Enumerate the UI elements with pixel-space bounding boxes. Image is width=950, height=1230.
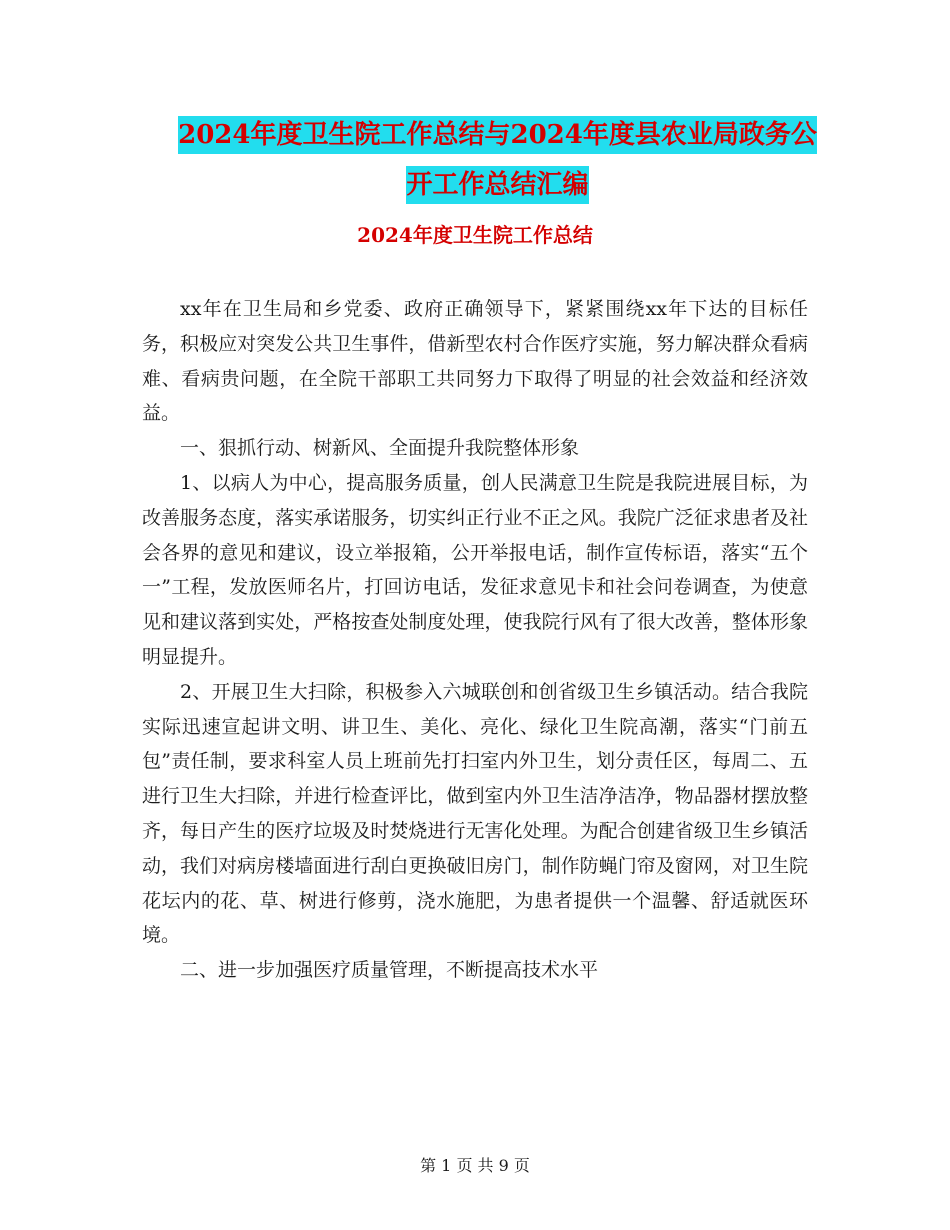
- document-title: [140, 110, 855, 210]
- paragraph-intro: xx年在卫生局和乡党委、政府正确领导下，紧紧围绕xx年下达的目标任务，积极应对突发公共卫生事件，借新型农村合作医疗实施，努力解决群众看病难、看病贵问题，在全院干部职工共同努力下取得了明显的社会效益和经济效益。: [142, 298, 808, 425]
- document-title-line-2: 开工作总结汇编: [406, 166, 588, 204]
- document-body: [142, 292, 808, 988]
- paragraph-item-2: 2、开展卫生大扫除，积极参入六城联创和创省级卫生乡镇活动。结合我院实际迅速宣起讲文明、讲卫生、美化、亮化、绿化卫生院高潮，落实“门前五包”责任制，要求科室人员上班前先打扫室内外卫生，划分责任区，每周二、五进行卫生大扫除，并进行检查评比，做到室内外卫生洁净洁净，物品器材摆放整齐，每日产生的医疗垃圾及时焚烧进行无害化处理。为配合创建省级卫生乡镇活动，我们对病房楼墙面进行刮白更换破旧房门，制作防蝇门帘及窗网，对卫生院花坛内的花、草、树进行修剪，浇水施肥，为患者提供一个温馨、舒适就医环境。: [142, 680, 808, 947]
- section-title: 2024年度卫生院工作总结: [357, 223, 593, 247]
- paragraph-item-1: 1、以病人为中心，提高服务质量，创人民满意卫生院是我院进展目标，为改善服务态度，落实承诺服务，切实纠正行业不正之风。我院广泛征求患者及社会各界的意见和建议，设立举报箱，公开举报电话，制作宣传标语，落实“五个一”工程，发放医师名片，打回访电话，发征求意见卡和社会问卷调查，为使意见和建议落到实处，严格按查处制度处理，使我院行风有了很大改善，整体形象明显提升。: [142, 471, 808, 668]
- paragraph-heading-1: 一、狠抓行动、树新风、全面提升我院整体形象: [180, 437, 580, 460]
- paragraph-heading-2: 二、进一步加强医疗质量管理，不断提高技术水平: [180, 959, 599, 982]
- page-number-footer: 第 1 页 共 9 页: [420, 1156, 530, 1175]
- document-title-line-1: 2024年度卫生院工作总结与2024年度县农业局政务公: [178, 116, 817, 154]
